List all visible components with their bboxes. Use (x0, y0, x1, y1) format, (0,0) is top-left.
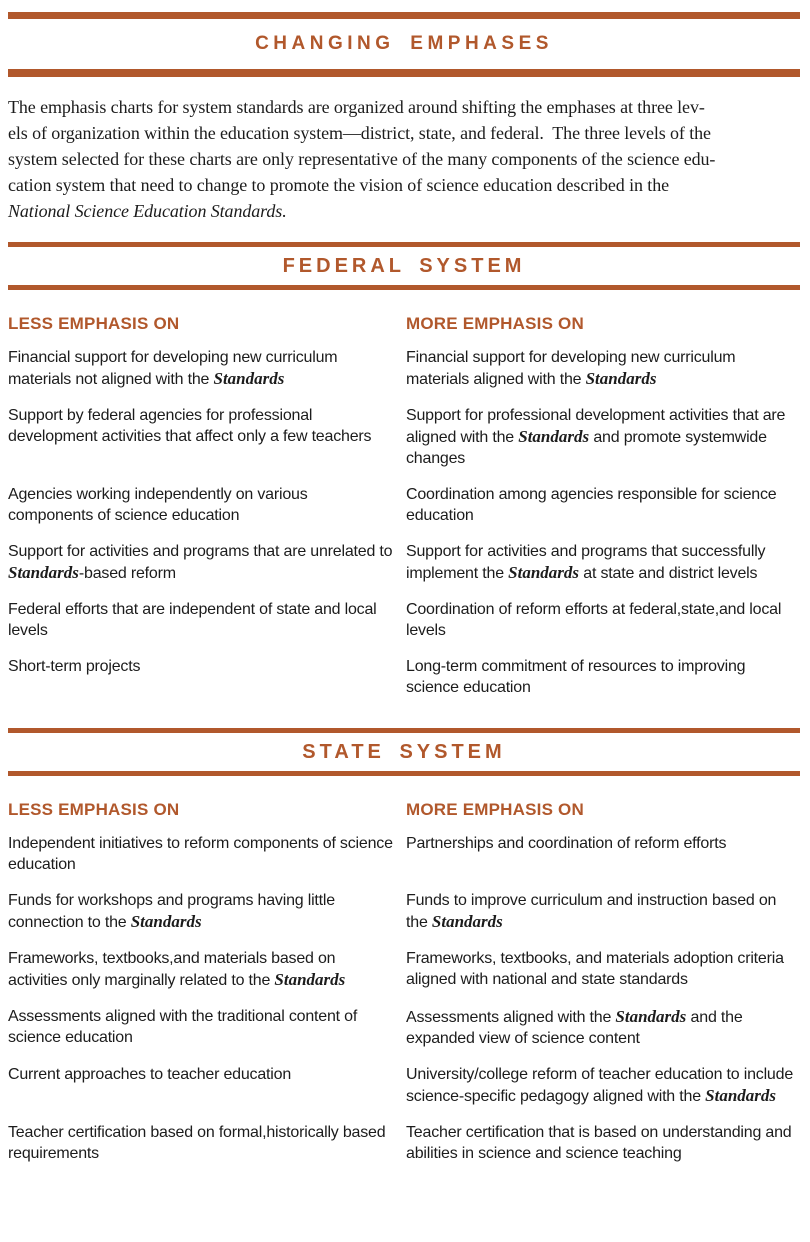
standards-italic-text: Standards (705, 1086, 777, 1105)
emphasis-row (8, 405, 800, 469)
less-emphasis-item: Funds for workshops and programs having little connection to the Standards (8, 892, 335, 931)
section-title: STATE SYSTEM (302, 741, 506, 763)
less-emphasis-item: Agencies working independently on various components of science education (8, 486, 308, 524)
more-emphasis-item: University/college reform of teacher education to include science-specific pedagogy aligned with the Standards (406, 1066, 794, 1105)
title-underline-rule (8, 69, 800, 77)
section-bottom-rule (8, 771, 800, 776)
standards-italic-text: Standards (274, 970, 346, 989)
standards-italic-text: Standards (585, 369, 657, 388)
section-top-rule (8, 728, 800, 733)
emphasis-row (8, 1064, 800, 1107)
column-headers (8, 800, 800, 820)
less-emphasis-item: Support for activities and programs that are unrelated to Standards-based reform (8, 543, 393, 582)
page-title: CHANGING EMPHASES (255, 33, 553, 54)
more-emphasis-item: Partnerships and coordination of reform efforts (406, 835, 727, 852)
standards-italic-text: Standards (8, 563, 79, 582)
more-emphasis-header: MORE EMPHASIS ON (406, 314, 584, 333)
standards-italic-text: Standards (518, 427, 590, 446)
system-section (8, 728, 800, 1164)
system-sections (8, 242, 800, 1164)
emphasis-rows (8, 833, 800, 1164)
more-emphasis-item: Support for activities and programs that successfully implement the Standards at state and district levels (406, 543, 766, 582)
emphasis-row (8, 656, 800, 698)
emphasis-row (8, 833, 800, 875)
emphasis-row (8, 599, 800, 641)
more-emphasis-header: MORE EMPHASIS ON (406, 800, 584, 819)
column-headers (8, 314, 800, 334)
intro-line: els of organization within the education system—district, state, and federal. The three levels of the (8, 123, 711, 143)
more-emphasis-item: Coordination of reform efforts at federal,state,and local levels (406, 601, 782, 639)
less-emphasis-header: LESS EMPHASIS ON (8, 800, 180, 819)
more-emphasis-item: Funds to improve curriculum and instruction based on the Standards (406, 892, 777, 931)
intro-line: system selected for these charts are only representative of the many components of the science edu- (8, 149, 716, 169)
standards-italic-text: Standards (431, 912, 503, 931)
less-emphasis-item: Current approaches to teacher education (8, 1066, 292, 1083)
intro-line: cation system that need to change to promote the vision of science education described in the (8, 175, 669, 195)
less-emphasis-item: Teacher certification based on formal,historically based requirements (8, 1124, 386, 1162)
intro-paragraph (8, 94, 800, 224)
intro-line: The emphasis charts for system standards are organized around shifting the emphases at three lev- (8, 97, 705, 117)
less-emphasis-item: Financial support for developing new curriculum materials not aligned with the Standards (8, 349, 338, 388)
emphasis-row (8, 948, 800, 991)
more-emphasis-item: Coordination among agencies responsible for science education (406, 486, 777, 524)
less-emphasis-item: Support by federal agencies for professional development activities that affect only a few teachers (8, 407, 372, 445)
less-emphasis-item: Assessments aligned with the traditional content of science education (8, 1008, 358, 1046)
emphasis-row (8, 890, 800, 933)
more-emphasis-item: Frameworks, textbooks, and materials adoption criteria aligned with national and state standards (406, 950, 784, 988)
more-emphasis-item: Long-term commitment of resources to improving science education (406, 658, 746, 696)
less-emphasis-item: Independent initiatives to reform components of science education (8, 835, 393, 873)
emphasis-row (8, 1122, 800, 1164)
emphasis-rows (8, 347, 800, 698)
system-section (8, 242, 800, 698)
section-top-rule (8, 242, 800, 247)
more-emphasis-item: Financial support for developing new curriculum materials aligned with the Standards (406, 349, 736, 388)
more-emphasis-item: Teacher certification that is based on understanding and abilities in science and science teaching (406, 1124, 792, 1162)
top-rule (8, 12, 800, 19)
intro-line: National Science Education Standards. (8, 201, 287, 221)
standards-italic-text: Standards (213, 369, 285, 388)
less-emphasis-item: Frameworks, textbooks,and materials based on activities only marginally related to the Standards (8, 950, 346, 989)
emphasis-row (8, 541, 800, 584)
emphasis-row (8, 1006, 800, 1049)
emphasis-row (8, 484, 800, 526)
less-emphasis-header: LESS EMPHASIS ON (8, 314, 180, 333)
section-bottom-rule (8, 285, 800, 290)
less-emphasis-item: Federal efforts that are independent of state and local levels (8, 601, 377, 639)
standards-italic-text: Standards (508, 563, 580, 582)
emphasis-row (8, 347, 800, 390)
more-emphasis-item: Support for professional development activities that are aligned with the Standards and promote systemwide changes (406, 407, 786, 467)
less-emphasis-item: Short-term projects (8, 658, 141, 675)
more-emphasis-item: Assessments aligned with the Standards and the expanded view of science content (406, 1007, 743, 1047)
changing-emphases-page (0, 12, 810, 1164)
standards-italic-text: Standards (615, 1007, 687, 1026)
standards-italic-text: Standards (130, 912, 202, 931)
section-title: FEDERAL SYSTEM (282, 255, 526, 277)
